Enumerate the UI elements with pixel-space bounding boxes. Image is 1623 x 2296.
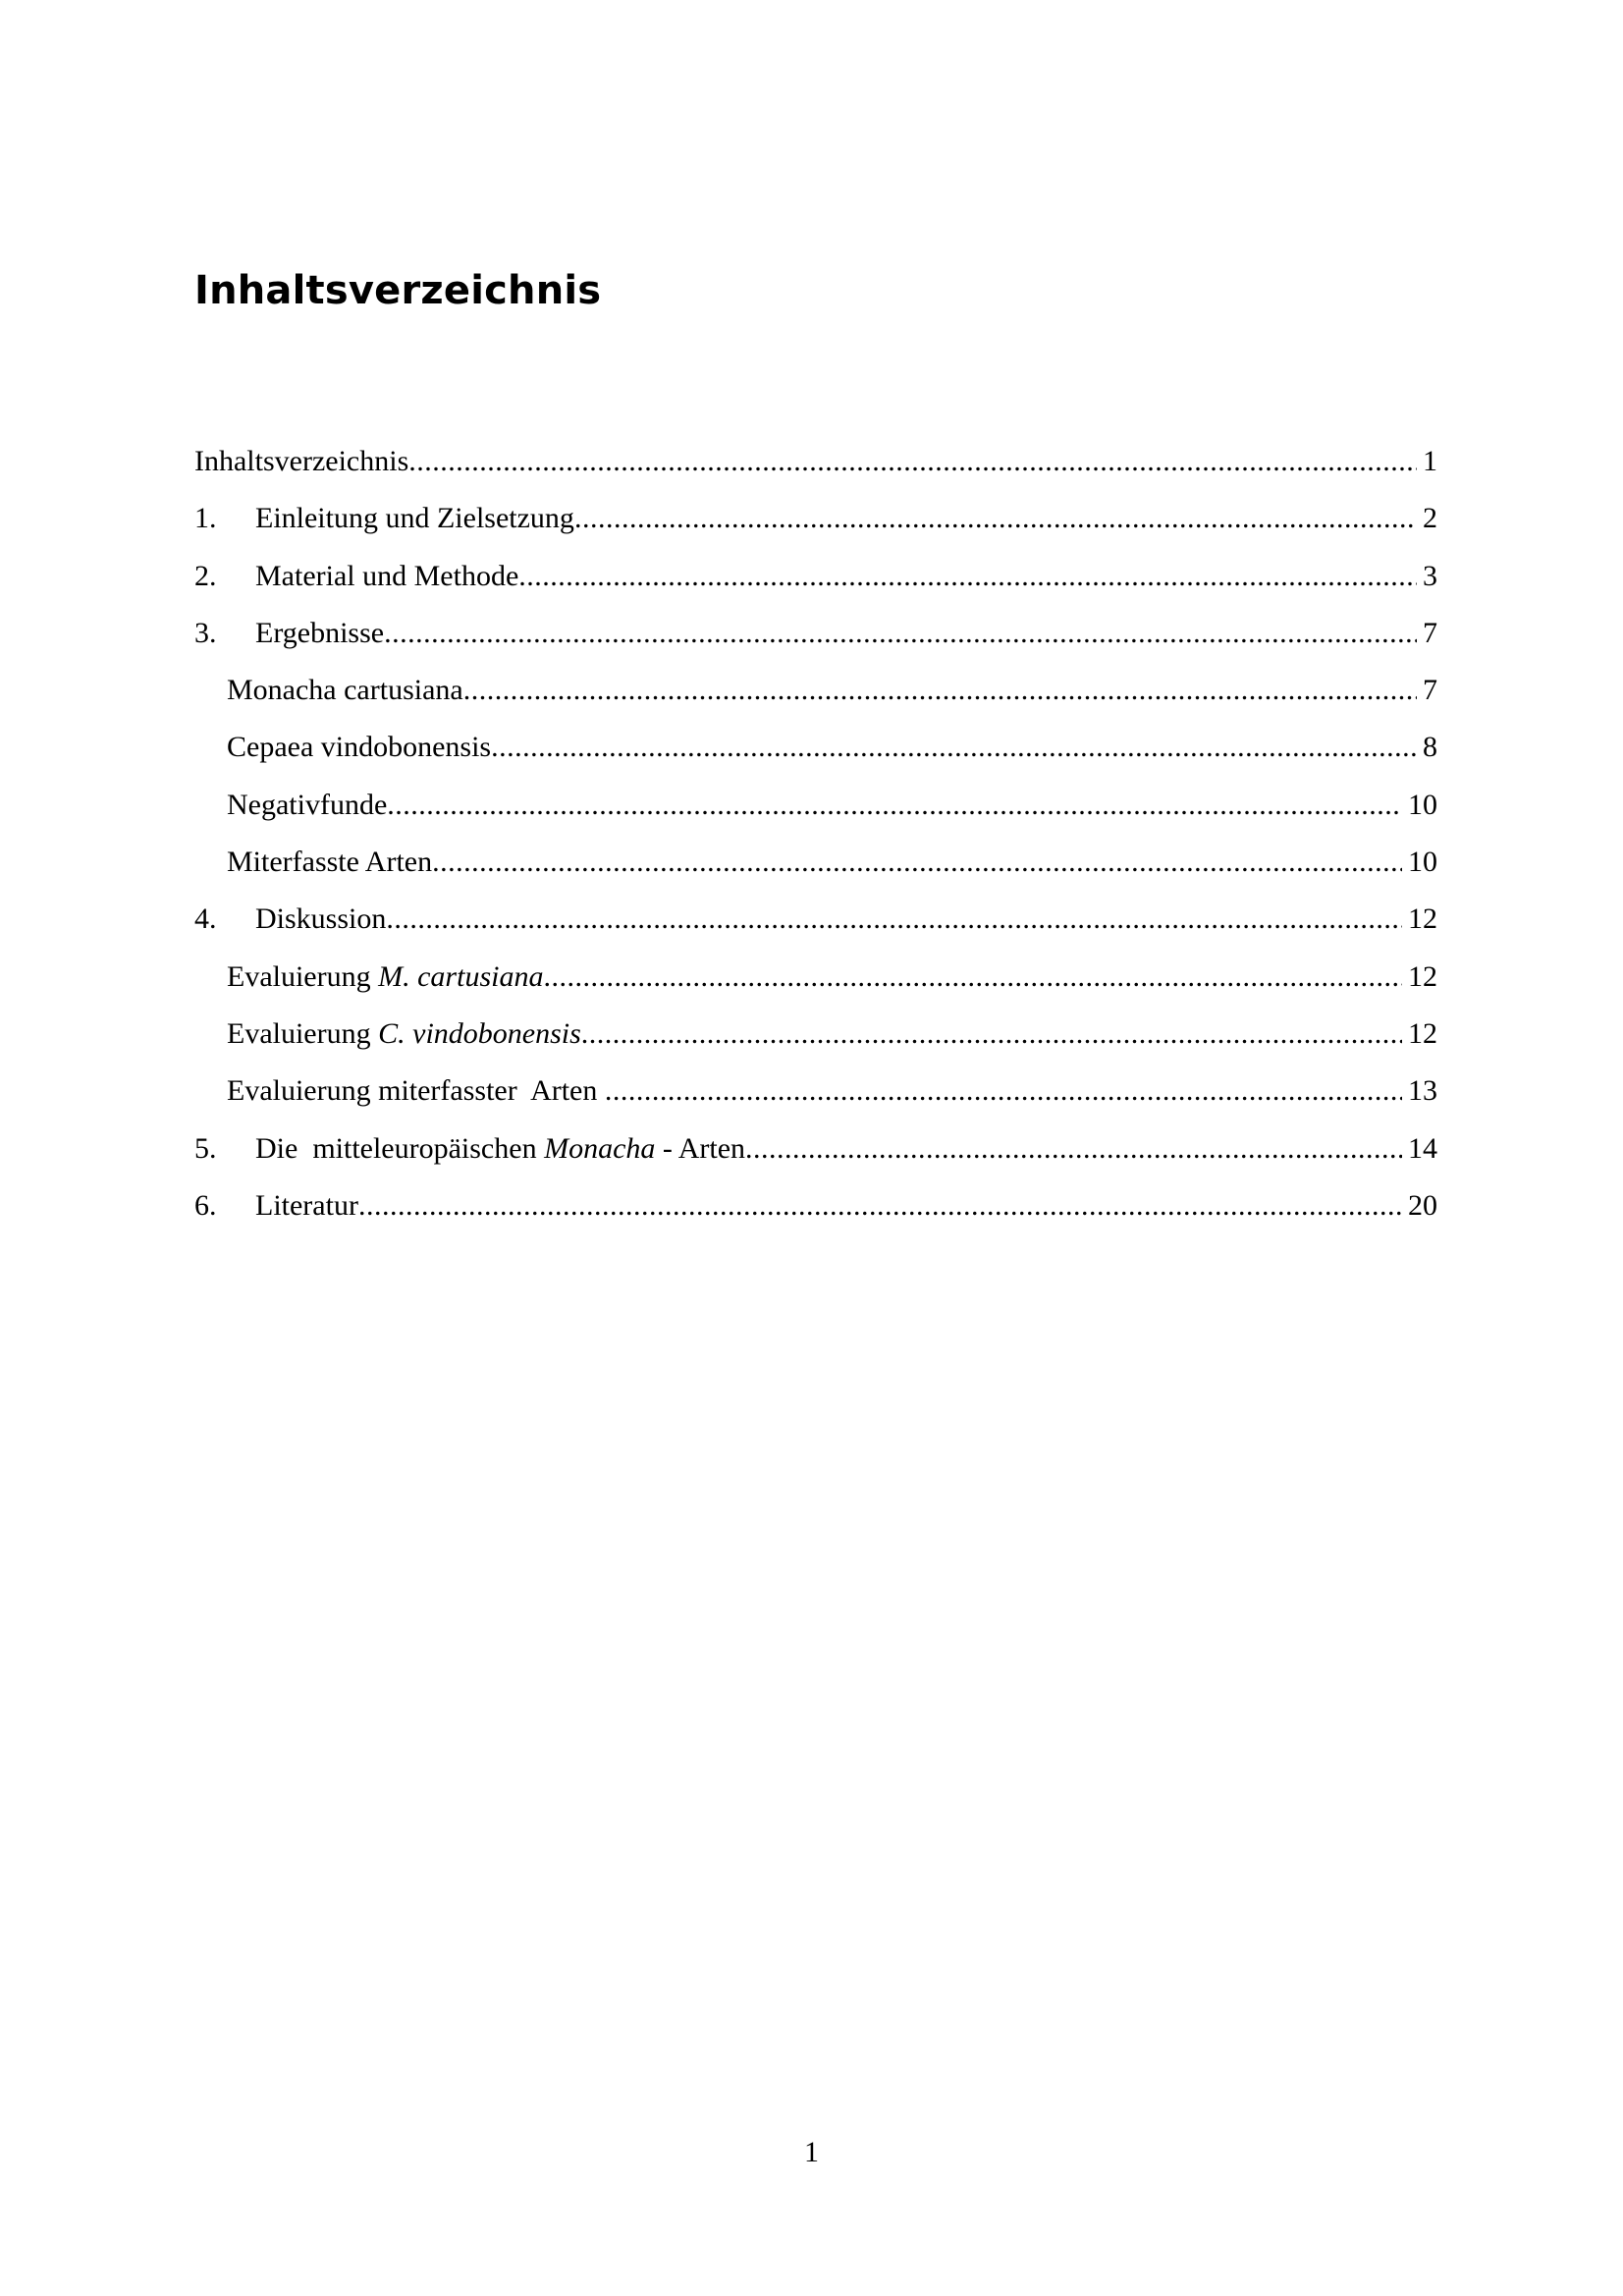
toc-entry-title: Inhaltsverzeichnis	[194, 445, 409, 477]
dot-leader	[597, 1074, 1437, 1107]
toc-subentry[interactable]	[194, 782, 1437, 839]
page-title: Inhaltsverzeichnis	[194, 268, 602, 313]
dot-leader	[408, 445, 1437, 477]
toc-entry-title: Monacha cartusiana	[227, 674, 463, 707]
toc-entry-page: 12	[1402, 954, 1437, 1001]
dot-leader	[543, 960, 1437, 993]
toc-entry-title: Negativfunde	[227, 788, 388, 821]
toc-subentry[interactable]	[194, 954, 1437, 1011]
toc-entry-page: 1	[1417, 438, 1437, 485]
toc-entry-title: Einleitung und Zielsetzung	[255, 502, 574, 535]
page-number: 1	[804, 2136, 819, 2168]
toc-subentry[interactable]	[194, 1011, 1437, 1067]
toc-entry-page: 13	[1402, 1067, 1437, 1115]
toc-entry-page: 20	[1402, 1182, 1437, 1230]
dot-leader	[581, 1017, 1437, 1050]
toc-subentry[interactable]	[194, 724, 1437, 781]
dot-leader	[432, 846, 1437, 878]
dot-leader	[463, 674, 1437, 706]
dot-leader	[574, 502, 1437, 534]
toc-entry[interactable]	[194, 495, 1437, 552]
toc-entry-number: 1.	[194, 502, 217, 535]
toc-entry-number: 6.	[194, 1188, 217, 1222]
toc-subentry[interactable]	[194, 1067, 1437, 1124]
toc-entry-title: Diskussion	[255, 902, 387, 936]
dot-leader	[491, 731, 1437, 763]
toc-entry-page: 10	[1402, 839, 1437, 886]
dot-leader	[384, 617, 1437, 649]
table-of-contents	[194, 438, 1437, 1239]
toc-entry[interactable]	[194, 610, 1437, 667]
toc-entry-title: Ergebnisse	[255, 616, 385, 649]
toc-entry-title: Evaluierung	[227, 959, 379, 993]
toc-subentry[interactable]	[194, 667, 1437, 724]
dot-leader	[358, 1189, 1437, 1222]
toc-entry-title: Literatur	[255, 1188, 358, 1222]
toc-entry-title: Miterfasste Arten	[227, 846, 433, 879]
toc-entry-page: 7	[1417, 667, 1437, 714]
toc-entry-title: Material und Methode	[255, 559, 519, 592]
toc-entry-page: 12	[1402, 896, 1437, 943]
toc-entry-title: Die mitteleuropäischen	[255, 1131, 545, 1165]
dot-leader	[518, 560, 1437, 592]
toc-subentry[interactable]	[194, 839, 1437, 896]
toc-entry-page: 12	[1402, 1011, 1437, 1058]
dot-leader	[745, 1132, 1437, 1165]
toc-entry-number: 2.	[194, 559, 217, 592]
toc-entry-title: Evaluierung	[227, 1016, 379, 1050]
toc-entry[interactable]	[194, 896, 1437, 953]
toc-entry-page: 2	[1417, 495, 1437, 542]
toc-entry[interactable]	[194, 1125, 1437, 1182]
toc-entry-title-italic: M. cartusiana	[378, 959, 544, 993]
toc-entry[interactable]	[194, 1182, 1437, 1239]
toc-entry[interactable]	[194, 553, 1437, 610]
dot-leader	[387, 789, 1437, 821]
toc-entry-page: 7	[1417, 610, 1437, 657]
toc-entry-number: 3.	[194, 616, 217, 649]
toc-entry-title-italic: C. vindobonensis	[378, 1016, 581, 1050]
toc-entry-title-suffix: - Arten	[655, 1131, 746, 1165]
toc-entry-page: 10	[1402, 782, 1437, 829]
toc-entry-title-italic: Monacha	[544, 1131, 656, 1165]
toc-entry-number: 4.	[194, 902, 217, 936]
toc-entry[interactable]	[194, 438, 1437, 495]
toc-entry-number: 5.	[194, 1131, 217, 1165]
toc-entry-title: Cepaea vindobonensis	[227, 731, 492, 764]
toc-entry-title: Evaluierung miterfasster Arten	[227, 1074, 598, 1108]
toc-entry-page: 8	[1417, 724, 1437, 771]
dot-leader	[386, 902, 1437, 935]
toc-entry-page: 3	[1417, 553, 1437, 600]
toc-entry-page: 14	[1402, 1125, 1437, 1173]
